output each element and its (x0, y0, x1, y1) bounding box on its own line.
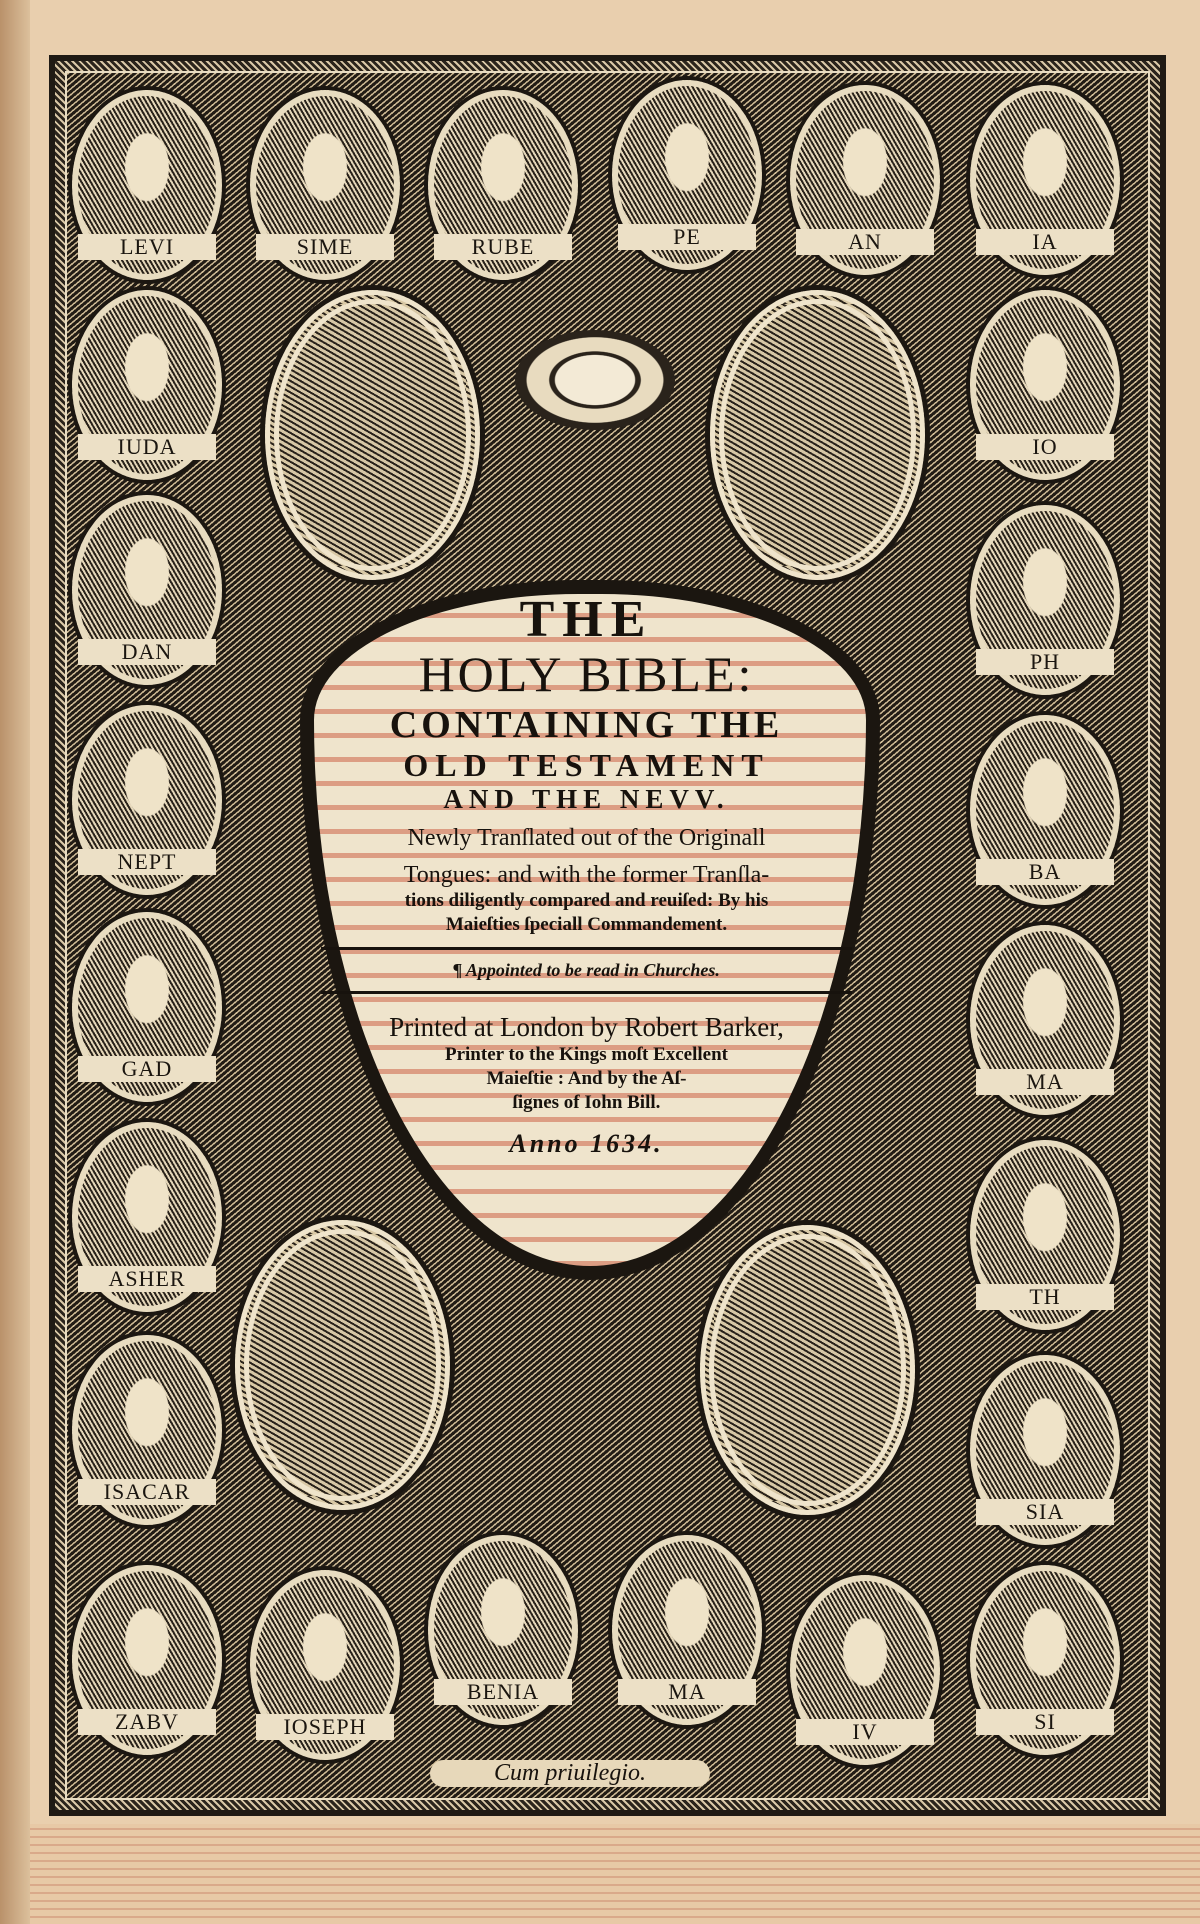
medallion-levi (72, 90, 222, 280)
medallion-an (790, 85, 940, 275)
medallion-benia (428, 1535, 578, 1725)
medallion-label: ZABV (78, 1709, 216, 1735)
medallion-dan (72, 495, 222, 685)
medallion-gad (72, 912, 222, 1102)
title-containing: CONTAINING THE (389, 704, 784, 746)
medallion-ba (970, 715, 1120, 905)
medallion-label: IUDA (78, 434, 216, 460)
medallion-io (970, 290, 1120, 480)
imprint-line: Printer to the Kings moſt Excellent (444, 1044, 728, 1065)
medallion-label: MA (618, 1679, 756, 1705)
evangelist-oval-top-left (265, 290, 480, 580)
medallion-label: TH (976, 1284, 1114, 1310)
medallion-zabv (72, 1565, 222, 1755)
medallion-label: PE (618, 224, 756, 250)
appointed-note: ¶ Appointed to be read in Churches. (453, 960, 720, 980)
medallion-label: IO (976, 434, 1114, 460)
medallion-label: IOSEPH (256, 1714, 394, 1740)
evangelist-oval-bottom-right (700, 1225, 915, 1515)
medallion-label: DAN (78, 639, 216, 665)
medallion-ma-bottom (612, 1535, 762, 1725)
imprint-line: Printed at London by Robert Barker, (389, 1012, 784, 1042)
title-new: AND THE NEVV. (443, 784, 730, 814)
medallion-label: GAD (78, 1056, 216, 1082)
evangelist-oval-bottom-left (235, 1220, 450, 1510)
medallion-sia (970, 1355, 1120, 1545)
privilege-banner: Cum priuilegio. (430, 1760, 710, 1787)
medallion-ph (970, 505, 1120, 695)
medallion-label: IA (976, 229, 1114, 255)
medallion-iuda (72, 290, 222, 480)
description-line: Tongues: and with the former Tranſla- (403, 862, 770, 888)
publication-date: Anno 1634. (509, 1129, 664, 1158)
divider (321, 947, 852, 950)
medallion-asher (72, 1122, 222, 1312)
medallion-label: SIME (256, 234, 394, 260)
title-text-block (313, 590, 860, 1159)
medallion-label: PH (976, 649, 1114, 675)
description-line: Maieſties ſpeciall Commandement. (445, 914, 728, 935)
medallion-rube (428, 90, 578, 280)
imprint-line: Maieſtie : And by the Aſ- (486, 1068, 687, 1089)
medallion-iv (790, 1575, 940, 1765)
description-line: tions diligently compared and reuiſed: By his (404, 890, 769, 911)
medallion-label: ASHER (78, 1266, 216, 1292)
medallion-label: LEVI (78, 234, 216, 260)
medallion-pe (612, 80, 762, 270)
medallion-label: ISACAR (78, 1479, 216, 1505)
medallion-ia (970, 85, 1120, 275)
medallion-label: IV (796, 1719, 934, 1745)
medallion-th (970, 1140, 1120, 1330)
page-edges (30, 1824, 1200, 1924)
medallion-ioseph (250, 1570, 400, 1760)
medallion-isacar (72, 1335, 222, 1525)
medallion-label: MA (976, 1069, 1114, 1095)
medallion-label: NEPT (78, 849, 216, 875)
medallion-label: SI (976, 1709, 1114, 1735)
evangelist-oval-top-right (710, 290, 925, 580)
title-old-testament: OLD TESTAMENT (403, 747, 770, 783)
title-the: THE (519, 591, 654, 648)
medallion-label: BA (976, 859, 1114, 885)
medallion-ma (970, 925, 1120, 1115)
medallion-nept (72, 705, 222, 895)
medallion-sime (250, 90, 400, 280)
medallion-label: AN (796, 229, 934, 255)
book-spine-edge (0, 0, 30, 1924)
description-line: Newly Tranſlated out of the Originall (407, 825, 766, 851)
imprint-line: ſignes of Iohn Bill. (512, 1092, 661, 1113)
medallion-si (970, 1565, 1120, 1755)
medallion-label: RUBE (434, 234, 572, 260)
title-holy-bible: HOLY BIBLE: (418, 646, 755, 702)
dove-in-clouds (515, 330, 675, 430)
medallion-label: SIA (976, 1499, 1114, 1525)
divider (321, 991, 852, 994)
medallion-label: BENIA (434, 1679, 572, 1705)
